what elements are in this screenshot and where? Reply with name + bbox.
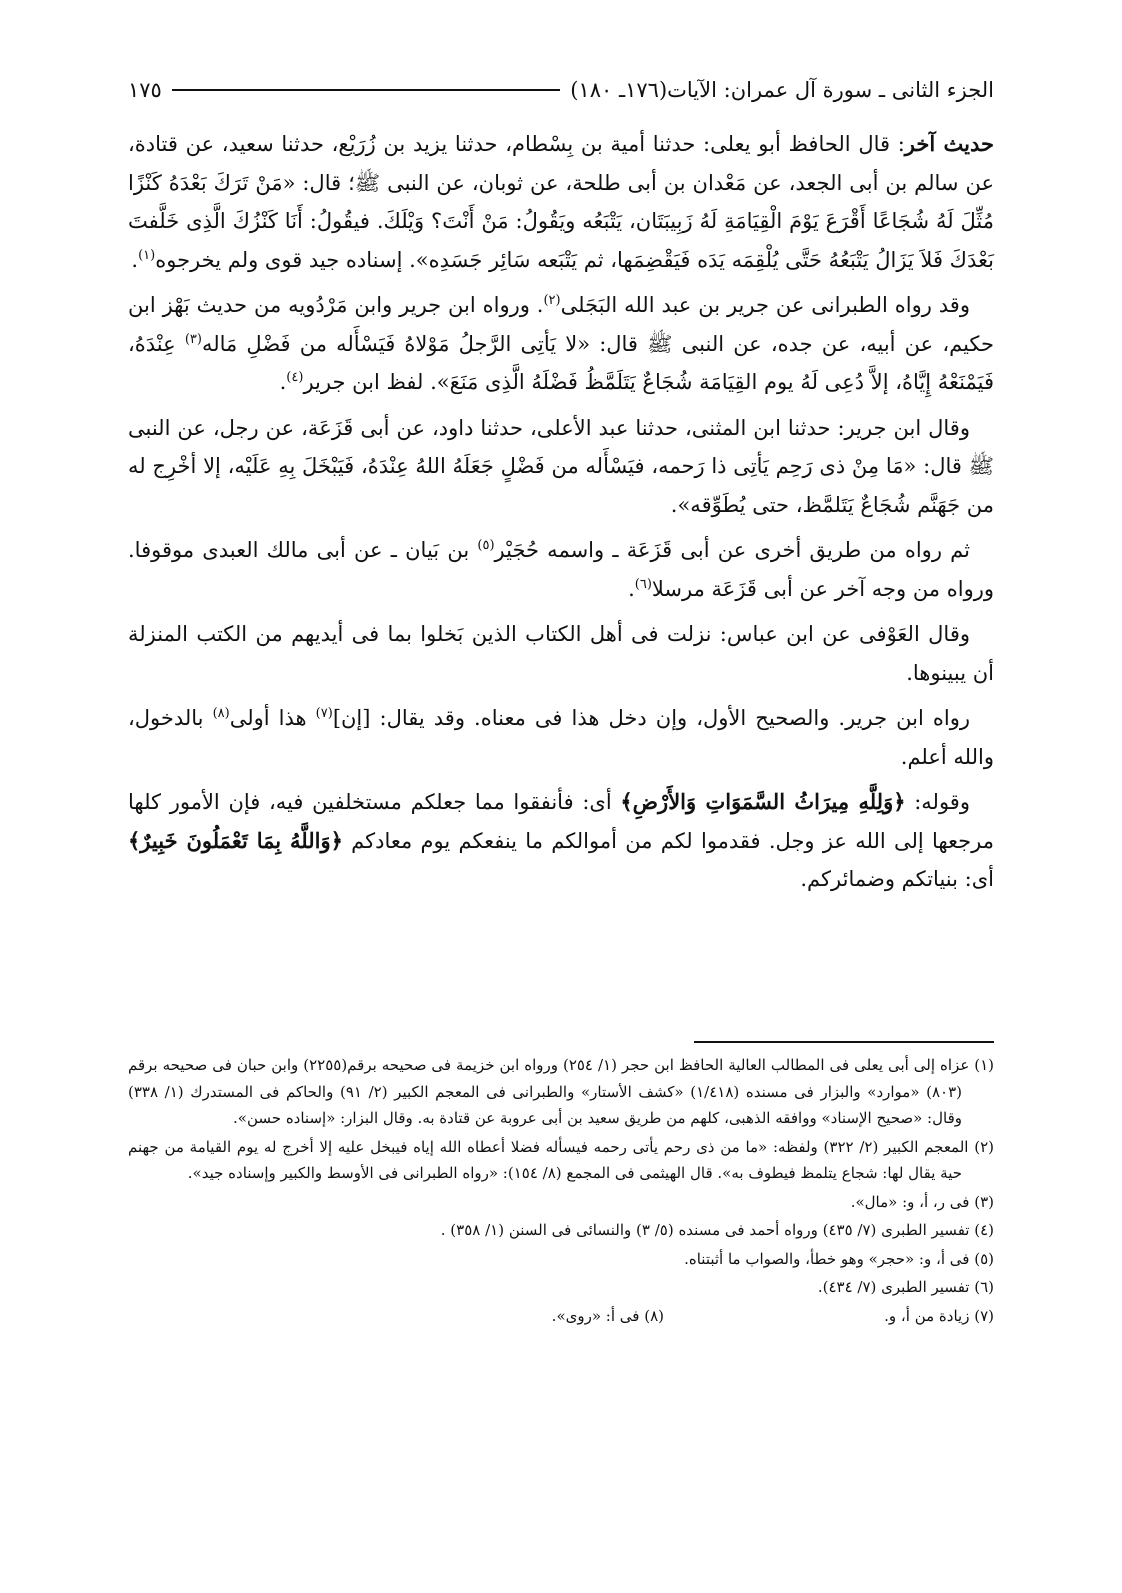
footnote-ref: (٥) [477, 538, 495, 553]
paragraph-text: عِنْدَهُ، فَيَمْنَعْهُ إِيَّاهُ، إلاَّ دُعِى لَهُ يوم القِيَامَة شُجَاعٌ يَتَلَمَّظُ فَضْلَهُ الَّذِى مَنَعَ». لفظ ابن جرير [128, 331, 994, 394]
footnote: (٨) فى أ: «روى». [551, 1306, 664, 1325]
paragraph-text: . [131, 247, 139, 272]
footnote-ref: (٧) [315, 706, 333, 721]
paragraph [128, 783, 994, 899]
footnote: (٢) المعجم الكبير (٢/ ٣٢٢) ولفظه: «ما من ذى رحم يأتى رحمه فيسأله فضلا أعطاه الله إياه فيبخل عليه إلا أخرج له يوم القيامة من جهنم حية يقال لها: شجاع يتلمظ فيطوف به». قال الهيثمى فى المجمع (٨/ ١٥٤): «رواه الطبرانى فى الأوسط والكبير وإسناده جيد». [128, 1137, 994, 1182]
footnote-separator [694, 1041, 994, 1043]
footnote-ref: (٤) [286, 370, 304, 385]
paragraph-text: . ورواه ابن جرير وابن مَرْدُويه من حديث بَهْز ابن حكيم، عن أبيه، عن جده، عن النبى ﷺ قال: «لا يَأتِى الرَّجلُ مَوْلاهُ فَيَسْأَله من فَضْلِ مَاله [128, 293, 994, 356]
paragraph-text: هذا أولى [229, 706, 316, 730]
footnote: (٦) تفسير الطبرى (٧/ ٤٣٤). [817, 1278, 994, 1296]
footnote: (٤) تفسير الطبرى (٧/ ٤٣٥) ورواه أحمد فى مسنده (٥/ ٣) والنسائى فى السنن (١/ ٣٥٨) . [440, 1221, 994, 1239]
page-number: ١٧٥ [128, 78, 162, 102]
footnote-ref: (١) [138, 247, 156, 263]
main-text [128, 125, 994, 906]
paragraph [128, 699, 994, 776]
paragraph-text: أى: فأنفقوا مما جعلكم مستخلفين فيه، فإن الأمور كلها مرجعها إلى الله عز وجل. فقدموا لكم من أموالكم ما ينفعكم يوم معادكم [128, 790, 994, 853]
paragraph-text: وقد رواه الطبرانى عن جرير بن عبد الله البَجَلى [560, 293, 970, 317]
paragraph-text: أى: بنياتكم وضمائركم. [800, 867, 994, 891]
paragraph-text: . [279, 370, 287, 394]
footnote-ref: (٦) [634, 576, 652, 592]
paragraph-text: ثم رواه من طريق أخرى عن أبى قَزَعَة ـ واسمه حُجَيْر [494, 538, 970, 562]
paragraph: وقال ابن جرير: حدثنا ابن المثنى، حدثنا عبد الأعلى، حدثنا داود، عن أبى قَزَعَة، عن رجل، عن النبى ﷺ قال: «مَا مِنْ ذى رَحِم يَأتِى ذا رَحمه، فيَسْأَله من فَضْلٍ جَعَلَهُ اللهُ عِنْدَهُ، فَيَبْخَلَ بِهِ عَلَيْه، إلا أخْرِج له من جَهَنَّم شُجَاعٌ يَتَلمَّظ، حتى يُطَوِّقه». [128, 415, 994, 517]
header-rule [172, 89, 560, 91]
footnote: (٣) فى ر، أ، و: «مال». [850, 1192, 994, 1211]
paragraph: وقال العَوْفى عن ابن عباس: نزلت فى أهل الكتاب الذين بَخلوا بما فى أيديهم من الكتب المنزلة أن يبينوها. [128, 622, 994, 685]
footnotes [128, 1052, 994, 1329]
footnote-ref: (٨) [212, 706, 230, 721]
paragraph-text: بن بَيان ـ عن أبى مالك العبدى موقوفا. ورواه من وجه آخر عن أبى قَزَعَة مرسلا [128, 538, 994, 601]
paragraph [128, 125, 994, 279]
paragraph-text: وقوله: [905, 790, 970, 814]
footnote: (١) عزاه إلى أبى يعلى فى المطالب العالية الحافظ ابن حجر (١/ ٢٥٤) ورواه ابن خزيمة فى صحيحه برقم(٢٢٥٥) وابن حبان فى صحيحه برقم (٨٠٣) «موارد» والبزار فى مسنده (١/٤١٨) «كشف الأستار» والطبرانى فى المعجم الكبير (٢/ ٩١) والحاكم فى المستدرك (١/ ٣٣٨) وقال: «صحيح الإسناد» ووافقه الذهبى، كلهم من طريق سعيد بن أبى عروبة عن قتادة به. وقال البزار: «إسناده حسن». [128, 1056, 995, 1127]
paragraph-text: رواه ابن جرير. والصحيح الأول، وإن دخل هذا فى معناه. وقد يقال: [إن] [332, 706, 970, 730]
footnote-ref: (٣) [184, 331, 202, 347]
footnote-pair [128, 1303, 994, 1330]
footnote: (٥) فى أ، و: «حجر» وهو خطأ، والصواب ما أثبتناه. [684, 1249, 994, 1268]
paragraph-lead: حديث آخر [904, 131, 994, 156]
paragraph-text: بالدخول، والله أعلم. [128, 706, 994, 769]
footnote: (٧) زيادة من أ، و. [884, 1306, 994, 1325]
paragraph-text: . [628, 576, 635, 601]
running-title: الجزء الثانى ـ سورة آل عمران: الآيات(١٧٦ـ ١٨٠) [570, 78, 994, 102]
quran-verse: ﴿وَلِلَّهِ مِيرَاثُ السَّمَوَاتِ وَالأَرْضِ﴾ [620, 789, 906, 814]
footnote-ref: (٢) [543, 293, 561, 308]
paragraph [128, 531, 994, 608]
paragraph-text: : قال الحافظ أبو يعلى: حدثنا أمية بن بِسْطام، حدثنا يزيد بن زُرَيْع، حدثنا سعيد، عن قتادة، عن سالم بن أبى الجعد، عن مَعْدان بن أبى طلحة، عن ثوبان، عن النبى ﷺ؛ قال: «مَنْ تَرَكَ بَعْدَهُ كَنْزًا مُثِّلَ لَهُ شُجَاعًا أَقْرَعَ يَوْمَ الْقِيَامَةِ لَهُ زَبِيبَتَان، يَتْبَعُه ويَقُولُ: مَنْ أَنْتَ؟ وَيْلَكَ. فيقُولُ: أَنَا كَنْزُكَ الَّذِى خَلَّفتَ بَعْدَكَ فَلاَ يَزَالُ يَتْبَعُهُ حَتَّى يُلْقِمَه يَدَه فَيَقْضِمَها، ثم يَتْبَعه سَائِر جَسَدِه». إسناده جيد قوى ولم يخرجوه [128, 132, 994, 272]
quran-verse: ﴿وَاللَّهُ بِمَا تَعْمَلُونَ خَبِيرٌ﴾ [128, 827, 343, 853]
paragraph [128, 286, 994, 402]
running-header [128, 70, 994, 110]
